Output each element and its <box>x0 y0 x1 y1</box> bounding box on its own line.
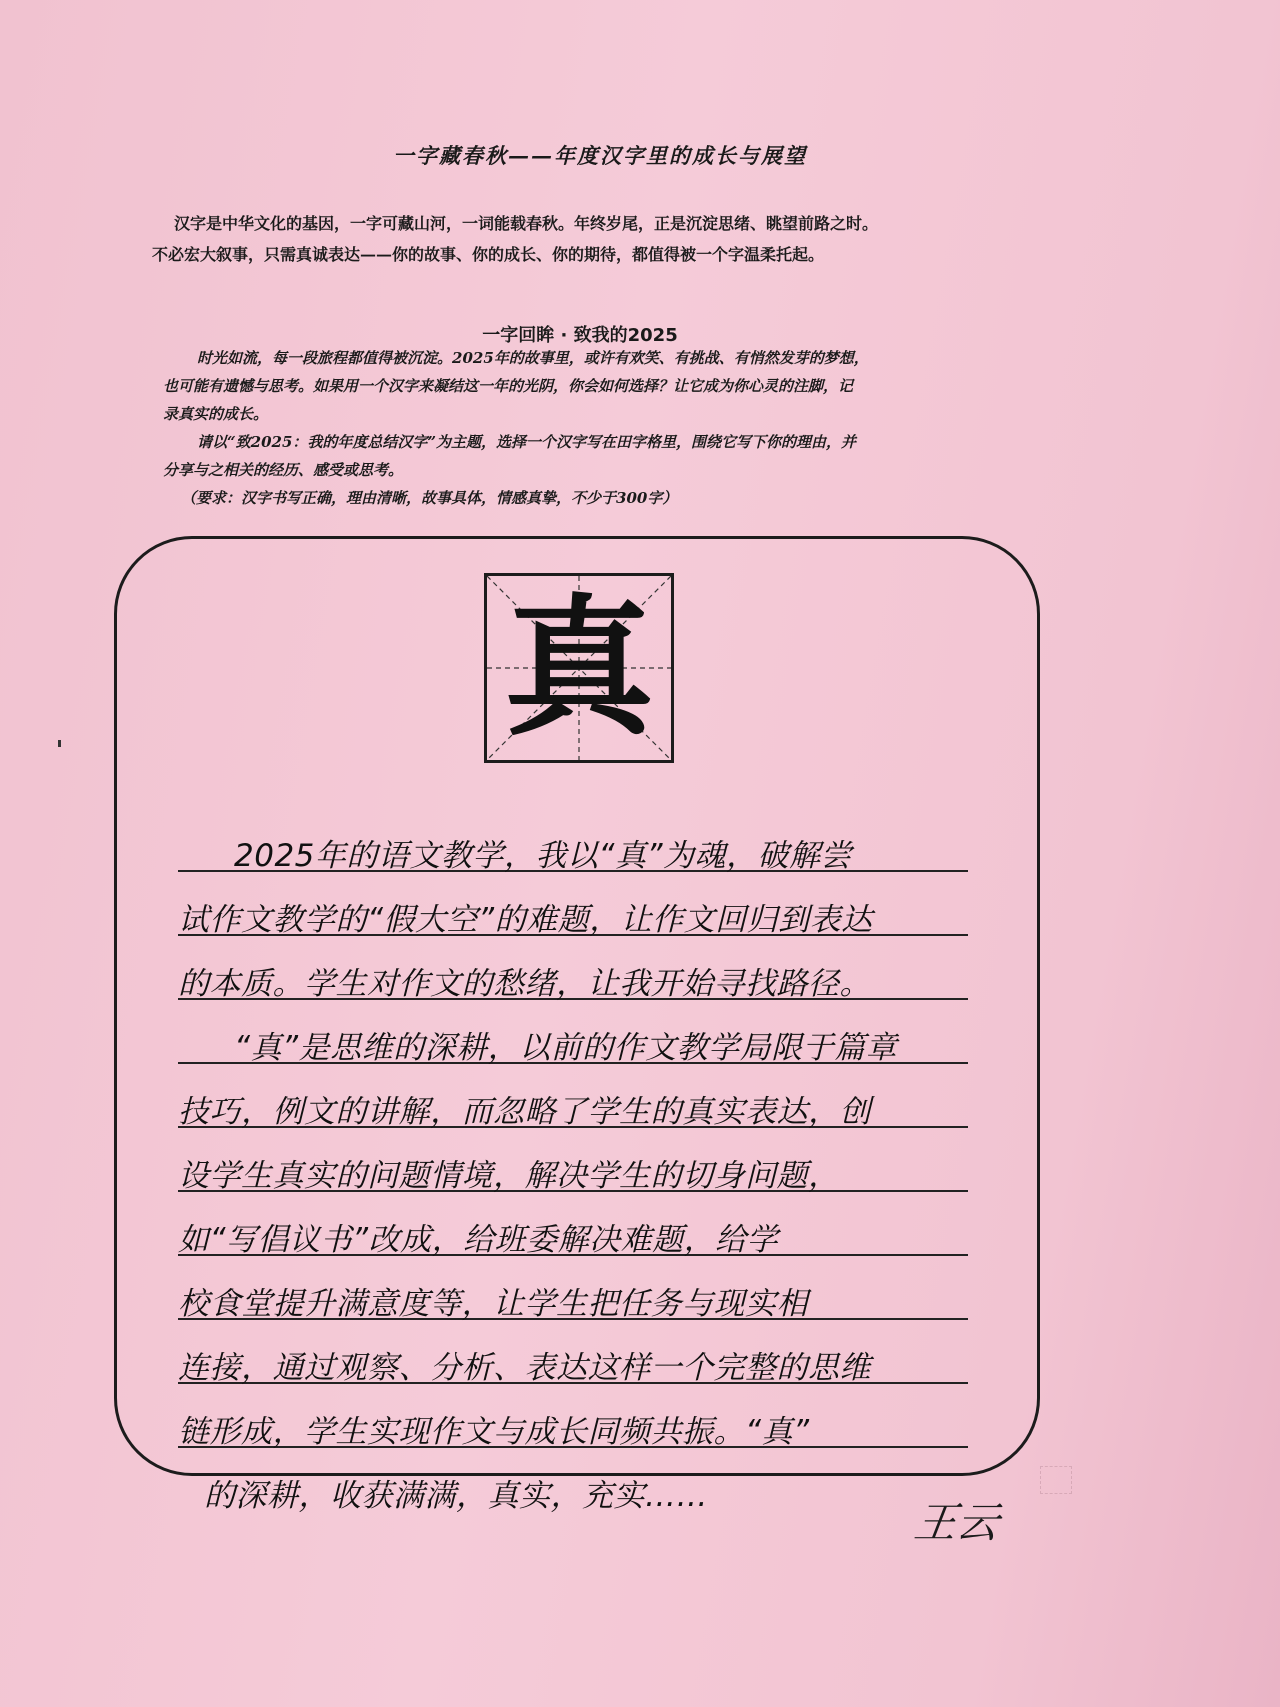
intro-paragraph <box>152 208 1040 270</box>
tianzige-grid <box>484 573 674 763</box>
essay-line: 2025年的语文教学，我以“真”为魂，破解尝 <box>234 838 853 874</box>
prompt-line-1: 时光如流，每一段旅程都值得被沉淀。2025年的故事里，或许有欢笑、有挑战、有悄然发芽的梦想， <box>197 349 869 367</box>
essay-line: 连接，通过观察、分析、表达这样一个完整的思维 <box>178 1350 871 1386</box>
essay-line: 的深耕，收获满满，真实，充实…… <box>204 1478 708 1514</box>
essay-line: 技巧，例文的讲解，而忽略了学生的真实表达，创 <box>178 1094 871 1130</box>
essay-line: 的本质。学生对作文的愁绪，让我开始寻找路径。 <box>178 966 871 1002</box>
faint-stamp-mark <box>1040 1466 1072 1494</box>
author-signature: 王云 <box>911 1498 1003 1547</box>
essay-line: 链形成，学生实现作文与成长同频共振。“真” <box>178 1414 810 1450</box>
essay-line: 如“写倡议书”改成，给班委解决难题，给学 <box>178 1222 779 1258</box>
prompt-line-5: 分享与之相关的经历、感受或思考。 <box>163 461 404 479</box>
section-subtitle: 一字回眸 · 致我的2025 <box>482 325 678 346</box>
essay-line: “真”是思维的深耕，以前的作文教学局限于篇章 <box>234 1030 898 1066</box>
prompt-line-2: 也可能有遗憾与思考。如果用一个汉字来凝结这一年的光阴，你会如何选择？让它成为你心灵的注脚，记 <box>163 377 854 395</box>
year-character: 真 <box>503 580 654 756</box>
intro-line-2: 不必宏大叙事，只需真诚表达——你的故事、你的成长、你的期待，都值得被一个字温柔托起。 <box>152 245 825 264</box>
prompt-line-3: 录真实的成长。 <box>163 405 269 423</box>
essay-line: 设学生真实的问题情境，解决学生的切身问题， <box>178 1158 840 1194</box>
document-title: 一字藏春秋——年度汉字里的成长与展望 <box>393 143 807 168</box>
prompt-requirements: （要求：汉字书写正确，理由清晰，故事具体，情感真挚，不少于300字） <box>181 489 678 507</box>
writing-prompt <box>163 344 1023 512</box>
essay-line: 试作文教学的“假大空”的难题，让作文回归到表达 <box>178 902 873 938</box>
intro-line-1: 汉字是中华文化的基因，一字可藏山河，一词能载春秋。年终岁尾，正是沉淀思绪、眺望前路之时。 <box>174 214 879 233</box>
essay-line: 校食堂提升满意度等，让学生把任务与现实相 <box>178 1286 808 1322</box>
handwritten-essay <box>178 824 968 1528</box>
pen-dot <box>58 740 61 747</box>
prompt-line-4: 请以“致2025：我的年度总结汉字”为主题，选择一个汉字写在田字格里，围绕它写下你的理由，并 <box>197 433 857 451</box>
